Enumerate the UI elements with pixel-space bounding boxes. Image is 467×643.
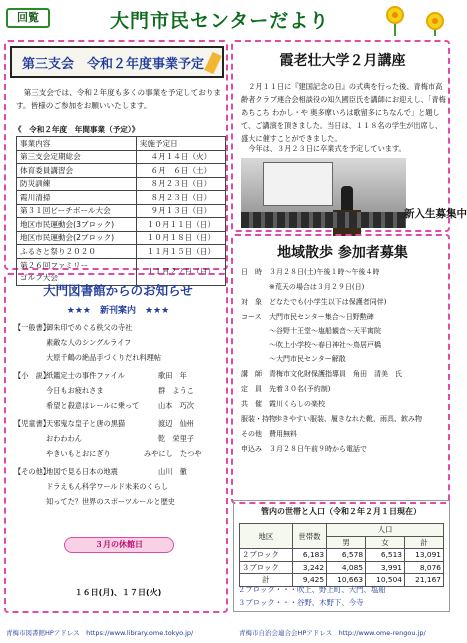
header-population: 人口	[327, 524, 444, 537]
walk-row	[241, 311, 374, 323]
walk-value: 青梅市文化財保護指導員 角田 清美 氏	[269, 370, 402, 378]
event-name: 地区市民運動会(3ブロック)	[17, 218, 137, 232]
book-title: 紙鑑定士の事件ファイル	[46, 371, 125, 380]
book-author: 山川 徹	[158, 467, 187, 476]
book-row	[14, 369, 187, 382]
header-female: 女	[366, 536, 405, 549]
table-row	[17, 177, 226, 191]
book-row	[14, 336, 131, 349]
walk-row	[241, 296, 386, 308]
walk-title: 地域散歩 参加者募集	[277, 245, 408, 261]
plan-table-caption: 《 令和２年度 年間事業（予定）》	[14, 125, 140, 134]
book-row	[14, 465, 187, 478]
book-title: 天邪鬼な皇子と唐の黒猫	[46, 419, 126, 428]
event-name: 地区市民運動会(2ブロック)	[17, 231, 137, 245]
event-date: ９月１３日（日）	[136, 204, 225, 218]
male-value: 10,663	[327, 574, 366, 587]
event-name: 第３１回ビーチボール大会	[17, 204, 137, 218]
event-date: １０月１１日（日）	[136, 218, 225, 232]
walk-row	[241, 428, 297, 440]
walk-key: 定 員	[241, 385, 262, 393]
holiday-label: ３月の休館日	[64, 537, 174, 553]
plan-intro: 第三支会では、令和２年度も多くの事業を予定しております。皆様のご参加をお願いいたします。	[16, 88, 222, 110]
walk-panel	[231, 234, 450, 504]
walk-key: 講 師	[241, 370, 262, 378]
walk-key: コース	[241, 313, 262, 321]
header-event: 事業内容	[17, 137, 137, 151]
book-row	[14, 351, 161, 364]
book-title: おわわわん	[46, 434, 82, 443]
walk-value: ※荒天の場合は３月２９日(日)	[269, 283, 365, 291]
holiday-dates: １６日(月)、１７日(火)	[74, 588, 162, 597]
table-row	[17, 231, 226, 245]
walk-row	[241, 339, 381, 351]
page-header	[0, 0, 454, 42]
events-table	[16, 136, 226, 286]
area-name: ２ブロック	[240, 549, 293, 562]
walk-value: ～大門市民センター解散	[269, 355, 346, 363]
book-category: 【小 説】	[14, 371, 50, 380]
college-title: 霞老壮大学２月講座	[279, 53, 406, 69]
header-total: 計	[405, 536, 444, 549]
college-paragraph-2: 今年は、３月２３日に卒業式を予定しています。	[241, 144, 406, 153]
projector-screen	[263, 162, 333, 206]
book-category: 【その他】	[14, 467, 50, 476]
header-households: 世帯数	[292, 524, 326, 549]
book-title: やきいもとおにぎり	[46, 449, 111, 458]
table-row	[17, 191, 226, 205]
event-date: ８月２３日（日）	[136, 191, 225, 205]
recruit-badge: 新入生募集中	[404, 208, 467, 220]
event-name: 防災訓練	[17, 177, 137, 191]
header-area: 地区	[240, 524, 293, 549]
footer-library-url[interactable]: 青梅市図書館HPアドレス https://www.library.ome.tokyo.jp/	[6, 629, 194, 637]
kairan-stamp: 回覧	[6, 8, 50, 28]
event-date: １１月１５日（日）	[136, 245, 225, 259]
walk-key: 服装・持物	[241, 415, 276, 423]
header-date: 実施予定日	[136, 137, 225, 151]
female-value: 10,504	[366, 574, 405, 587]
total-value: 8,076	[405, 561, 444, 574]
walk-row	[241, 281, 364, 293]
book-category: 【児童書】	[14, 419, 50, 428]
households-value: 3,242	[292, 561, 326, 574]
page-title: 大門市民センターだより	[110, 10, 330, 32]
population-table	[239, 523, 444, 587]
walk-row	[241, 266, 379, 278]
walk-key: 対 象	[241, 298, 262, 306]
event-date: １０月１８日（日）	[136, 231, 225, 245]
table-row	[240, 561, 444, 574]
book-row	[14, 417, 194, 430]
event-date: ４月１４日（火）	[136, 150, 225, 164]
households-value: 9,425	[292, 574, 326, 587]
college-paragraph-1: ２月１１日に『建国記念の日』の式典を行った後、青梅市高齢者クラブ連合会相談役の知久國臣氏を講師にお迎えし、「青梅あちこち わかし・や 奥多摩いろは歌留多にちなんで」と題して、ご講演を頂きました。当日は、１１８名の学生が出席し、盛大に催すことができました。	[241, 82, 446, 143]
walk-value: ～谷野十王堂～塩船観音～天平寓院	[269, 327, 381, 335]
male-value: 4,085	[327, 561, 366, 574]
walk-value: ３月２８日(土)午後１時～午後４時	[269, 268, 380, 276]
walk-row	[241, 398, 325, 410]
plan-title-box	[10, 46, 224, 78]
book-title: ドラえもん科学ワールド未来のくらし	[46, 482, 169, 491]
dandelion-icon	[426, 12, 444, 30]
annual-plan-panel	[4, 40, 228, 282]
dandelion-icon	[386, 6, 404, 24]
book-row	[14, 447, 202, 460]
table-row	[240, 549, 444, 562]
female-value: 6,513	[366, 549, 405, 562]
event-name: 体育委員講習会	[17, 164, 137, 178]
book-author: 山本 巧次	[158, 401, 194, 410]
library-panel	[4, 273, 228, 613]
book-author: 渡辺 仙州	[158, 419, 194, 428]
table-row	[17, 245, 226, 259]
book-title: 今日もお疲れさま	[46, 386, 104, 395]
walk-value: 先着３０名(予約制)	[269, 385, 331, 393]
walk-key: 共 催	[241, 400, 262, 408]
table-row	[17, 164, 226, 178]
table-header-row	[240, 524, 444, 537]
households-value: 6,183	[292, 549, 326, 562]
book-title: 素敵な人のシングルライフ	[46, 338, 132, 347]
table-row	[17, 150, 226, 164]
total-value: 21,167	[405, 574, 444, 587]
header-male: 男	[327, 536, 366, 549]
book-title: 御朱印でめぐる秩父の寺社	[46, 323, 133, 332]
block-note-2: ２ブロック・・・吹上、野上町、大門、塩船	[238, 585, 386, 594]
walk-value: 費用無料	[269, 430, 297, 438]
lecture-photo	[241, 158, 406, 228]
walk-value: 大門市民センター集合～日野勲碑	[269, 313, 374, 321]
walk-row	[241, 443, 367, 455]
book-author: 歌田 年	[158, 371, 187, 380]
female-value: 3,991	[366, 561, 405, 574]
book-title: 希望と殺意はレールに乗って	[46, 401, 140, 410]
book-category: 【一般書】	[14, 323, 50, 332]
book-title: 地図で見る日本の地震	[46, 467, 118, 476]
walk-row	[241, 325, 381, 337]
audience	[241, 212, 406, 228]
table-row	[17, 204, 226, 218]
male-value: 6,578	[327, 549, 366, 562]
walk-row	[241, 383, 330, 395]
college-panel	[231, 40, 467, 232]
event-name: 第三支会定期総会	[17, 150, 137, 164]
new-books-subtitle: ★★★ 新刊案内 ★★★	[66, 306, 170, 316]
event-name: ふるさと祭り２０２０	[17, 245, 137, 259]
library-title: 大門図書館からのお知らせ	[43, 283, 193, 298]
walk-row	[241, 413, 422, 425]
plan-title: 第三支会 令和２年度事業予定	[22, 57, 205, 72]
event-date: ６月 ６日（土）	[136, 164, 225, 178]
event-name: 霞川清掃	[17, 191, 137, 205]
area-name: ３ブロック	[240, 561, 293, 574]
table-header-row	[17, 137, 226, 151]
book-row	[14, 480, 168, 493]
block-note-3: ３ブロック・・・谷野、木野下、今寺	[238, 598, 364, 607]
book-author: みやにし たつや	[144, 449, 202, 458]
book-row	[14, 399, 194, 412]
walk-value: 歩きやすい服装、履きなれた靴、雨具、飲み物	[275, 415, 422, 423]
book-author: 群 ようこ	[158, 386, 194, 395]
walk-row	[241, 353, 346, 365]
book-row	[14, 432, 194, 445]
walk-row	[241, 368, 402, 380]
area-name: 計	[240, 574, 293, 587]
walk-value: ３月２８日午前９時から電話で	[269, 445, 367, 453]
walk-key: 申込み	[241, 445, 262, 453]
walk-value: 霞川くらしの楽校	[269, 400, 325, 408]
event-date: １１月２２日（日）	[136, 258, 225, 285]
book-row	[14, 384, 194, 397]
population-title: 管内の世帯と人口（令和２年２月１日現在）	[261, 507, 421, 516]
book-title: 大原千鶴の絶品手づくりだれ料理帖	[46, 353, 162, 362]
walk-key: 日 時	[241, 268, 262, 276]
book-author: 乾 栄里子	[158, 434, 194, 443]
book-row	[14, 321, 132, 334]
footer-rengou-url[interactable]: 青梅市自治会連合会HPアドレス http://www.ome-rengou.jp/	[239, 629, 426, 637]
walk-key: その他	[241, 430, 262, 438]
walk-value: ～吹上小学校～春日神社～鳥居戸橋	[269, 341, 381, 349]
walk-value: どなたでも(小学生以下は保護者同伴)	[269, 298, 387, 306]
event-name: 第２６回ファミリー ゴルフ大会	[17, 258, 137, 285]
pencil-icon	[204, 52, 222, 74]
book-row	[14, 495, 175, 508]
event-date: ８月２３日（日）	[136, 177, 225, 191]
total-value: 13,091	[405, 549, 444, 562]
table-row	[17, 218, 226, 232]
book-title: 知ってた？世界のスポーツルールと歴史	[46, 497, 175, 506]
